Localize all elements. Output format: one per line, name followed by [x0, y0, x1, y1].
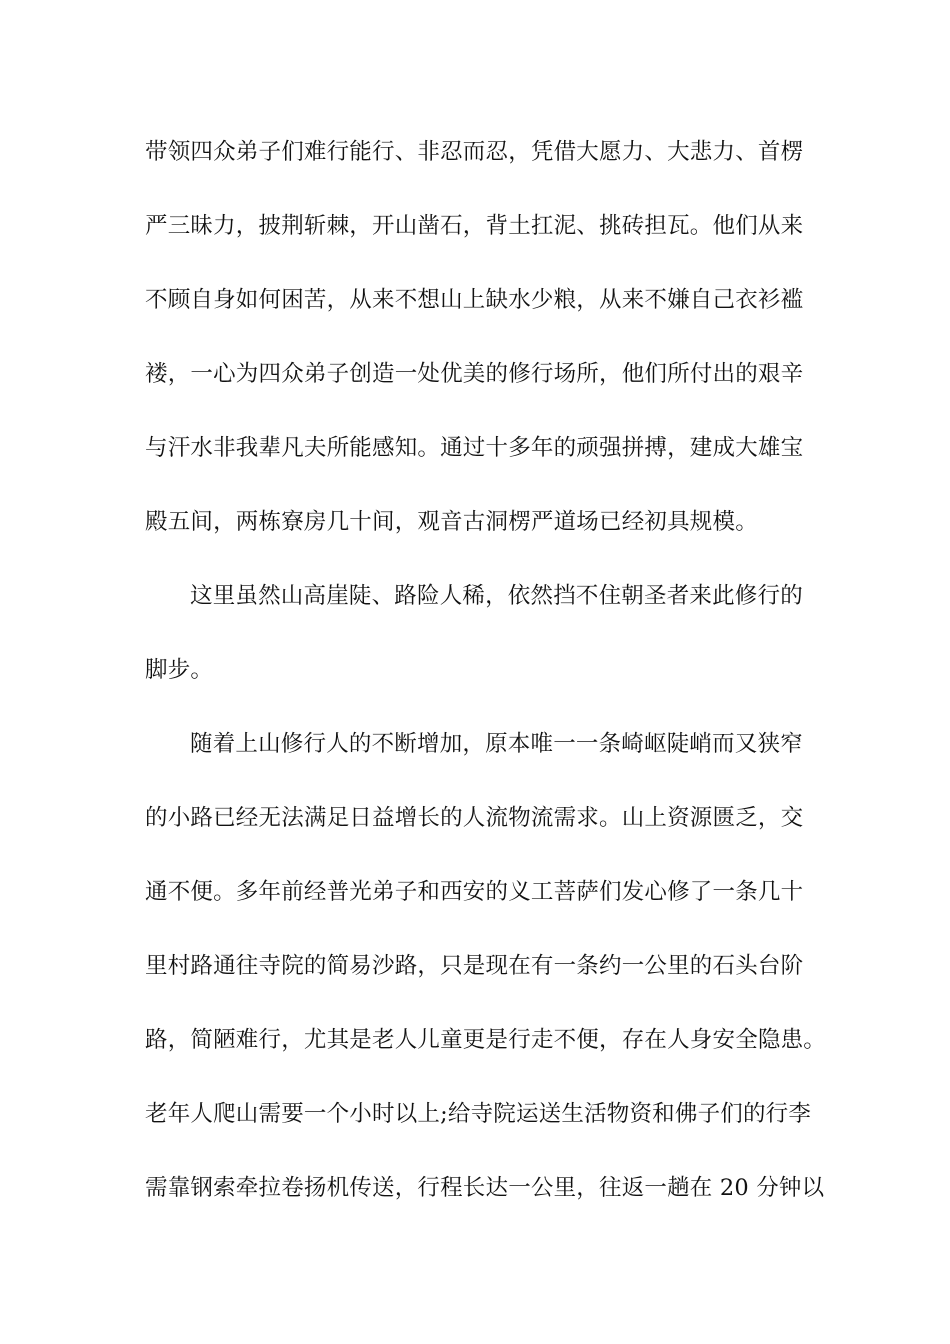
- text-line: 需靠钢索牵拉卷扬机传送，行程长达一公里，往返一趟在 20 分钟以: [145, 1175, 825, 1201]
- text-line: 通不便。多年前经普光弟子和西安的义工菩萨们发心修了一条几十: [145, 879, 804, 905]
- text-line: 不顾自身如何困苦，从来不想山上缺水少粮，从来不嫌自己衣衫褴: [145, 287, 804, 313]
- text-line: 里村路通往寺院的简易沙路，只是现在有一条约一公里的石头台阶: [145, 953, 804, 979]
- text-line: 路，简陋难行，尤其是老人儿童更是行走不便，存在人身安全隐患。: [145, 1027, 827, 1053]
- text-line: 脚步。: [145, 657, 214, 683]
- text-line: 殿五间，两栋寮房几十间，观音古洞楞严道场已经初具规模。: [145, 509, 758, 535]
- text-line: 这里虽然山高崖陡、路险人稀，依然挡不住朝圣者来此修行的: [190, 583, 803, 609]
- text-line: 老年人爬山需要一个小时以上;给寺院运送生活物资和佛子们的行李: [145, 1101, 812, 1127]
- text-line: 与汗水非我辈凡夫所能感知。通过十多年的顽强拼搏，建成大雄宝: [145, 435, 804, 461]
- text-line: 严三昧力，披荆斩棘，开山凿石，背土扛泥、挑砖担瓦。他们从来: [145, 213, 804, 239]
- text-line: 带领四众弟子们难行能行、非忍而忍，凭借大愿力、大悲力、首楞: [145, 139, 804, 165]
- text-line: 随着上山修行人的不断增加，原本唯一一条崎岖陡峭而又狭窄: [190, 731, 803, 757]
- text-line: 褛，一心为四众弟子创造一处优美的修行场所，他们所付出的艰辛: [145, 361, 804, 387]
- text-line: 的小路已经无法满足日益增长的人流物流需求。山上资源匮乏，交: [145, 805, 804, 831]
